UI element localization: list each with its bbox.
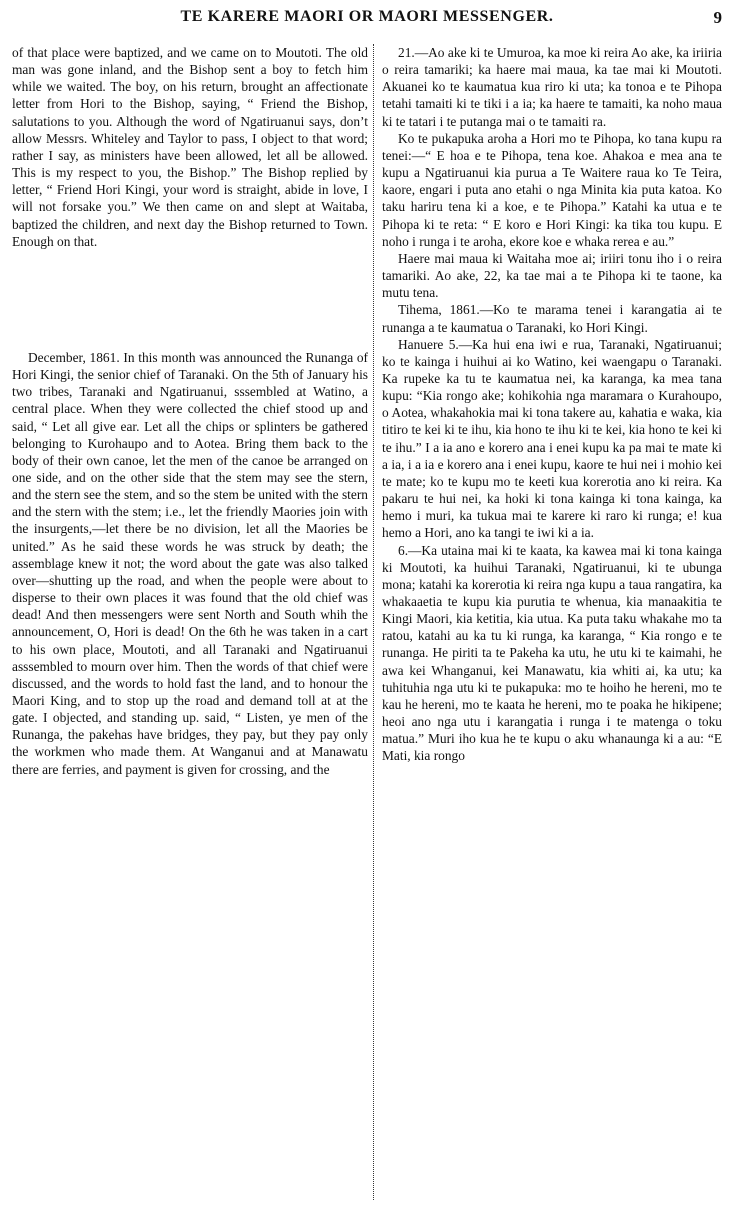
page-header [0,6,734,30]
maori-paragraph-tihema: Tihema, 1861.—Ko te marama tenei i karangatia ai te runanga a te kaumatua o Taranaki, ko Hori Kingi. [382,302,722,335]
english-paragraph-runanga: December, 1861. In this month was announced the Runanga of Hori Kingi, the senior chief of Taranaki. On the 5th of January his two tribes, Taranaki and Ngatiruanui, sssembled at Watino, a central place. When they were collected the chief stood up and said, “ Let all give ear. Let all the chips or splinters be gathered belonging to Kurohaupo and to Aotea. Bring them back to the body of their own canoe, let the men of the canoe be arranged on one side, and on the other side that the stem may see the stern, and the stern see the stem, and so the stem be united with the stern and the stern with the stem; i.e., let the friendly Maories join with the insurgents,—let there be no division, let all the Maories be united.” As he said these words he was struck by death; the assemblage knew it not; the word about the gate was also talked over—shutting up the road, and when the people were about to disperse to their own places it was found that the old chief was dead! And then messengers were sent North and South whih the announcement, O, Hori is dead! On the 6th he was taken in a cart to his own place, Moutoti, and all Taranaki and Ngatiruanui asssembled to mourn over him. Then the words of that chief were discussed, and the words to hold fast the land, and to honour the Maori King, and to stop up the road and demand toll at at the gate. I objected, and standing up. said, “ Listen, ye men of the Runanga, the pakehas have bridges, they pay, but they pay only the workmen who made them. At Wanganui and at Manawatu there are ferries, and payment is given for crossing, and the [12,349,368,777]
running-title: TE KARERE MAORI OR MAORI MESSENGER. [180,8,554,25]
maori-column [382,44,722,765]
english-column [12,44,368,778]
maori-paragraph-hanuere: Hanuere 5.—Ka hui ena iwi e rua, Taranaki, Ngatiruanui; ko te kainga i huihui ai ko Watino, kei waengapu o Taranaki. Ka rupeke ka tu te kaumatua nei, ka karanga, ka mea tana kupu: “Kia rongo ake; kohikohia nga maramara o Kurahoupo, o Aotea, whakahokia mai ki tona takere au, kahatia e waka, kia titiro te kei ki te ihu, kia hono te ihu ki te kei, kia hono te kei ki te ihu.” I a ia ano e korero ana i enei kupu ka pa mai te mate ki a ia, i a ia e korero ana i enei kupu, kaore te hui nei i mohio kei te mate; ko te kupu mo te keeti kua korerotia ano ki reira. Ka pakaru te hui nei, ka hoki ki tona kainga ki tona kainga, ka hemo i muri, ka tukua mai te karere ki raro ki runga; e! kua hemo a Hori, ano ka tangi te iwi ki a ia. [382,336,722,541]
maori-paragraph-pukapuka: Ko te pukapuka aroha a Hori mo te Pihopa, ko tana kupu ra tenei:—“ E hoa e te Pihopa, tena koe. Ahakoa e mea ana te kupu a Ngatiruanui kia purua a Te Waitere raua ko Te Teira, kaore, engari i puta ano etahi o nga Minita kia puta katoa. Ko taku hariru tena ki a koe, e te Pihopa.” Katahi ka utua e te Pihopa ki te reta: “ E koro e Hori Kingi: ka tika tou kupu. E noho i runga i te aroha, ekore koe e whaka rerea e au.” [382,130,722,249]
column-divider [373,44,374,1200]
maori-paragraph-waitaha: Haere mai maua ki Waitaha moe ai; iriiri tonu iho i o reira tamariki. Ao ake, 22, ka tae mai a te Pihopa ki te taone, ka mutu tena. [382,250,722,301]
maori-paragraph-utaina: 6.—Ka utaina mai ki te kaata, ka kawea mai ki tona kainga ki Moutoti, ka huihui Taranaki, Ngatiruanui, ki te ubunga mona; katahi ka korerotia ki reira nga kupu a taua rangatira, ka whakaaetia te kupu kia purutia te whenua, kia manaakitia te Kingi Maori, kia ketitia, kia utua. Ka puta taku whakahe mo ta ratou, katahi au ka tu ki runga, ka karanga, “ Kia rongo e te runanga. He piriti ta te Pakeha ka utu, he utu ki te kaimahi, he awa kei Whanganui, kei Manawatu, kia whiti ai, ka utu; ka tuhituhia nga utu ki te pukapuka: mo te hoiho he hereni, mo te kau he hereni, mo te kaata he hereni, mo te poaka he hikipene; heoi ano nga utu i karangatia i runga i te matenga o toku matua.” Muri iho kua he te kupu o aku whanaunga ki a au: “E Mati, kia rongo [382,542,722,764]
page-number: 9 [713,8,722,27]
english-paragraph-bishop-journey: of that place were baptized, and we came on to Moutoti. The old man was gone inland, and the Bishop sent a boy to fetch him while we waited. The boy, on his return, brought an affectionate letter from Hori to the Bishop, saying, “ Friend the Bishop, salutations to you. Although the word of Ngatiruanui says, don’t allow Messrs. Whiteley and Taylor to pass, I object to that word; rather I say, as ministers have been allowed, let all be allowed. This is my respect to you, the Bishop.” The Bishop replied by letter, “ Friend Hori Kingi, your word is straight, abide in love, I will not forsake you.” We then came on and slept at Waitaba, baptized the children, and next day the Bishop returned to Town. Enough on that. [12,45,368,249]
column-gap [12,250,368,349]
maori-paragraph-umuroa: 21.—Ao ake ki te Umuroa, ka moe ki reira Ao ake, ka iriiria o reira tamariki; ka haere mai maua, ka tae mai ki Moutoti. Akuanei ko te kaumatua kua riro ki uta; ka tonoa e te Pihopa tetahi tamaiti ki te tiki i a ia; ka haere te tamaiti, ka noho maua ki te tatari i te putanga mai o te tamaiti ra. [382,45,722,129]
